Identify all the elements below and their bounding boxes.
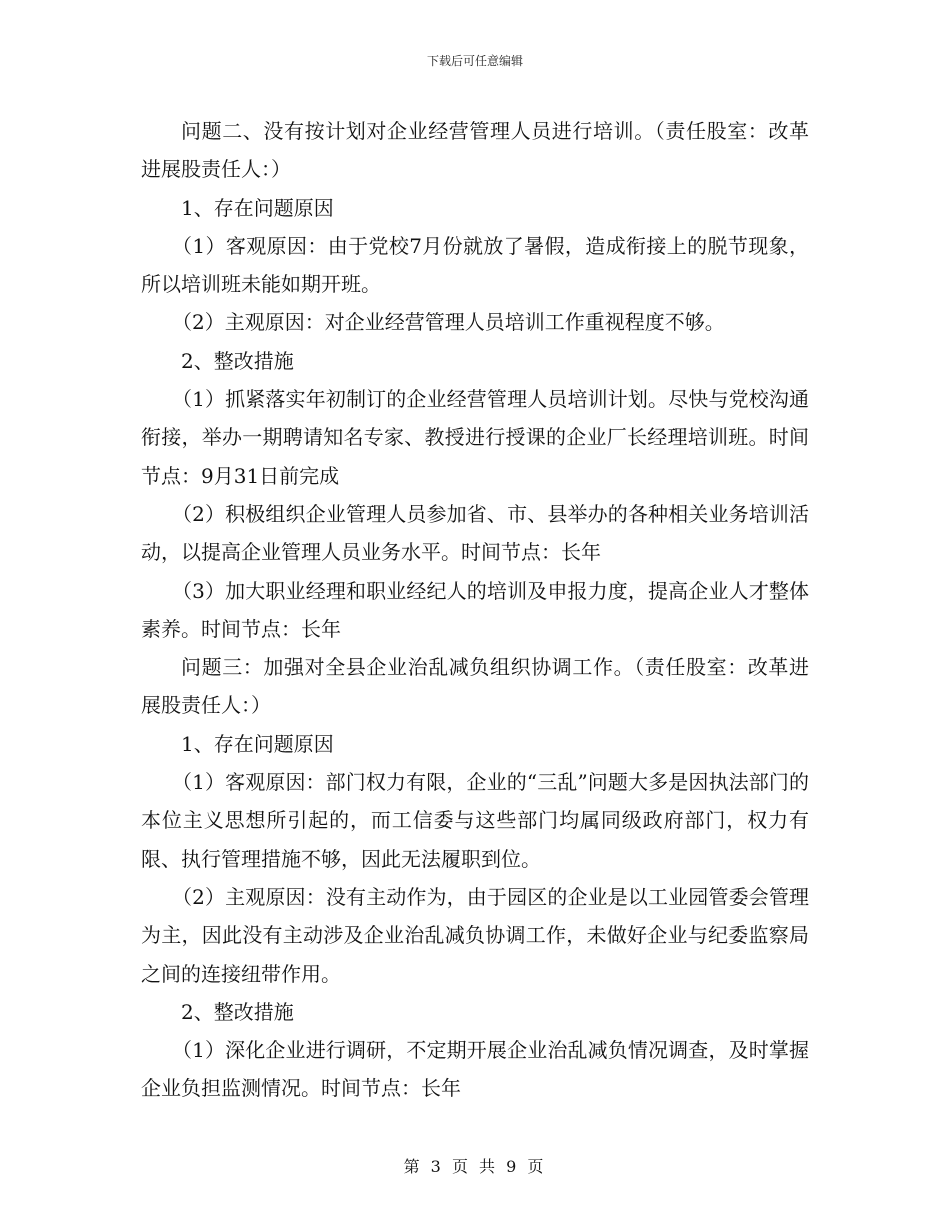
subjective-cause-paragraph: （2）主观原因：没有主动作为，由于园区的企业是以工业园管委会管理为主，因此没有主动涉及企业治乱减负协调工作，未做好企业与纪委监察局之间的连接纽带作用。 [141, 884, 809, 986]
section-measures-heading: 2、整改措施 [181, 348, 294, 373]
objective-cause-paragraph: （1）客观原因：由于党校7月份就放了暑假，造成衔接上的脱节现象，所以培训班未能如期开班。 [141, 233, 809, 297]
issue-two-heading: 问题二、没有按计划对企业经营管理人员进行培训。（责任股室：改革进展股责任人：） [141, 119, 809, 182]
issue-three-heading: 问题三：加强对全县企业治乱减负组织协调工作。（责任股室：改革进展股责任人：） [141, 655, 809, 718]
measure-paragraph: （1）抓紧落实年初制订的企业经营管理人员培训计划。尽快与党校沟通衔接，举办一期聘请知名专家、教授进行授课的企业厂长经理培训班。时间节点：9月31日前完成 [141, 387, 809, 488]
section-causes-heading: 1、存在问题原因 [181, 731, 334, 756]
section-causes-heading: 1、存在问题原因 [181, 195, 334, 220]
page-number: 第 3 页 共 9 页 [403, 1157, 547, 1176]
section-measures-heading: 2、整改措施 [181, 999, 294, 1024]
page-header: 下载后可任意编辑 [426, 54, 523, 68]
measure-paragraph: （1）深化企业进行调研，不定期开展企业治乱减负情况调查，及时掌握企业负担监测情况。时间节点：长年 [141, 1038, 809, 1101]
measure-paragraph: （3）加大职业经理和职业经纪人的培训及申报力度，提高企业人才整体素养。时间节点：长年 [141, 578, 809, 641]
measure-paragraph: （2）积极组织企业管理人员参加省、市、县举办的各种相关业务培训活动，以提高企业管理人员业务水平。时间节点：长年 [141, 501, 809, 565]
subjective-cause-paragraph: （2）主观原因：对企业经营管理人员培训工作重视程度不够。 [172, 310, 725, 335]
objective-cause-paragraph: （1）客观原因：部门权力有限，企业的“三乱”问题大多是因执法部门的本位主义思想所引起的，而工信委与这些部门均属同级政府部门，权力有限、执行管理措施不够，因此无法履职到位。 [141, 770, 809, 871]
document-body [141, 112, 809, 1108]
